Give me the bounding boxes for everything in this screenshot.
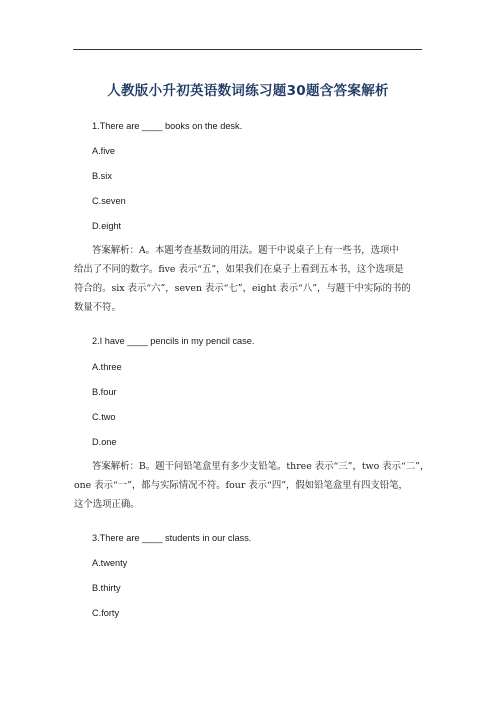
question-3-option-a: A.twenty <box>92 558 128 568</box>
question-3-option-b: B.thirty <box>92 583 121 593</box>
question-2-explanation <box>74 457 430 514</box>
question-2-option-a: A.three <box>92 362 122 372</box>
explanation-line: 数量不符。 <box>74 302 121 313</box>
question-1-option-d: D.eight <box>92 221 122 231</box>
explanation-line: 答案解析：A。本题考查基数词的用法。题干中说桌子上有一些书，选项中 <box>92 245 399 256</box>
question-1-option-a: A.five <box>92 146 115 156</box>
question-2-stem: 2.I have ____ pencils in my pencil case. <box>92 336 255 346</box>
explanation-line: 这个选项正确。 <box>74 499 140 510</box>
explanation-line: 符合的。six 表示“六”，seven 表示“七”，eight 表示“八”，与题干中实际的书的 <box>74 283 411 294</box>
question-3-option-c: C.forty <box>92 608 120 618</box>
header-rule <box>73 49 422 50</box>
explanation-line: 给出了不同的数字。five 表示“五”，如果我们在桌子上看到五本书，这个选项是 <box>74 264 404 275</box>
question-1-option-c: C.seven <box>92 196 126 206</box>
question-1-explanation <box>74 241 422 317</box>
question-1-stem: 1.There are ____ books on the desk. <box>92 121 243 131</box>
page-title: 人教版小升初英语数词练习题30题含答案解析 <box>107 83 389 99</box>
explanation-line: 答案解析：B。题干问铅笔盒里有多少支铅笔。three 表示“三”，two 表示“二”， <box>92 461 430 472</box>
question-1-option-b: B.six <box>92 171 112 181</box>
question-2-option-d: D.one <box>92 437 117 447</box>
question-2-option-b: B.four <box>92 387 117 397</box>
question-2-option-c: C.two <box>92 412 116 422</box>
question-3-stem: 3.There are ____ students in our class. <box>92 533 252 543</box>
explanation-line: one 表示“一”，都与实际情况不符。four 表示“四”，假如铅笔盒里有四支铅笔， <box>74 480 408 491</box>
